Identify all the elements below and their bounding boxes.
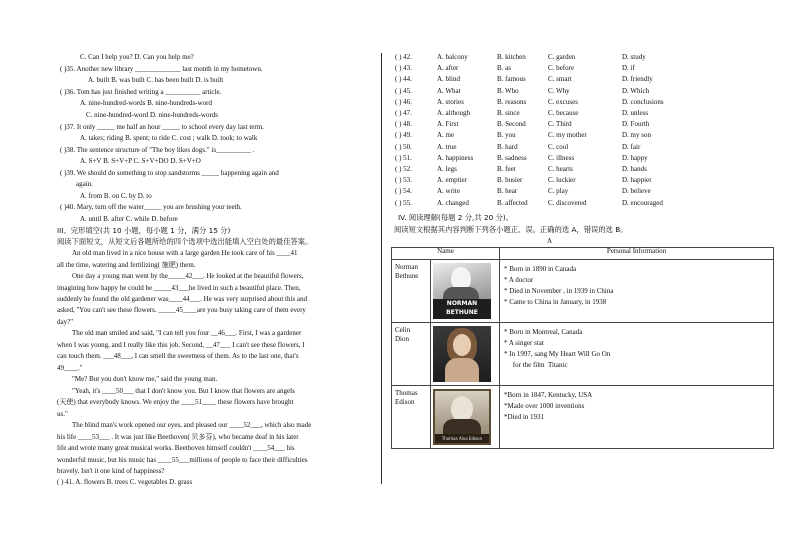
option-b: B. kitchen <box>497 53 526 61</box>
option-c: C. my mother <box>548 131 587 140</box>
option-b: B. hard <box>497 142 518 151</box>
option-c: C. play <box>548 187 569 196</box>
q34-options: C. Can I help you? D. Can you help me? <box>80 53 194 61</box>
info-line: * Died in November , in 1939 in China <box>504 286 614 295</box>
table-header-row <box>392 248 774 260</box>
info-line: *Made over 1000 inventions <box>504 401 585 410</box>
info-line: *Died in 1931 <box>504 412 545 421</box>
q38-stem: ( )38. The sentence structure of "The boy likes dogs." is__________ . <box>60 146 255 154</box>
option-d: D. Fourth <box>622 120 650 129</box>
option-b: B. reasons <box>497 97 527 106</box>
option-a: A. although <box>437 109 471 117</box>
option-c: C. smart <box>548 75 572 84</box>
passage-line: asked, "You can't see these flowers. _____45____are you busy taking care of them every <box>57 306 306 314</box>
q39-options: A. from B. on C. by D. to <box>80 192 152 200</box>
option-d: D. hands <box>622 165 647 173</box>
question-number: ( ) 42. <box>395 53 412 61</box>
option-c: C. garden <box>548 53 576 61</box>
header-name: Name <box>392 248 500 260</box>
q35-stem: ( )35. Another new library _____________ last month in my hometown. <box>60 65 263 73</box>
passage-line: us." <box>57 410 68 418</box>
info-line: *Born in 1847, Kentucky, USA <box>504 391 593 399</box>
option-a: A. stories <box>437 97 464 106</box>
photo-cell <box>431 323 500 386</box>
personal-info-table <box>391 247 774 449</box>
info-line: * In 1997, sang My Heart Will Go On <box>504 349 611 358</box>
question-number: ( ) 45. <box>395 86 412 95</box>
option-b: B. affected <box>497 198 528 207</box>
info-line: * A doctor <box>504 275 534 284</box>
q36-options-ab: A. nine-hundred-words B. nine-hundreds-word <box>80 99 212 107</box>
q35-options: A. built B. was built C. has been built D. is built <box>88 76 224 84</box>
passage-line: 49____." <box>57 364 83 372</box>
passage-line: suddenly he found the old gardener was____44___. He was very surprised about this and <box>57 295 308 303</box>
photo-caption: Thomas Alva Edison <box>435 434 489 443</box>
passage-line: his life ____53___ . It was just like Beethoven( 贝多芬), who became deaf in his later <box>57 433 299 441</box>
name-last: Dion <box>395 334 409 343</box>
option-b: B. Who <box>497 86 519 95</box>
caption-line: NORMAN <box>446 300 478 307</box>
question-number: ( ) 49. <box>395 131 412 140</box>
photo-caption <box>433 299 491 319</box>
bethune-photo <box>433 263 491 319</box>
question-number: ( ) 51. <box>395 153 412 162</box>
q37-options: A. takes; riding B. spent; to ride C. cost ; walk D. took; to walk <box>80 134 258 142</box>
option-d: D. conclusions <box>622 97 664 106</box>
option-c: C. Third <box>548 120 572 129</box>
passage-line: "Yeah, it's ____50___ that I don't know you. But I know that flowers are angels <box>72 387 295 395</box>
info-line: * Came to China in January, in 1938 <box>504 297 607 306</box>
option-a: A. First <box>437 120 459 129</box>
passage-a-label: A <box>547 237 553 245</box>
section-4-title: IV. 阅读理解(每题 2 分,共 20 分)。 <box>398 213 514 222</box>
option-d: D. happier <box>622 176 652 185</box>
info-line: * Born in 1890 in Canada <box>504 265 577 273</box>
name-first: Thomas <box>395 389 418 397</box>
name-cell <box>392 386 431 449</box>
option-c: C. because <box>548 109 579 117</box>
name-first: Norman <box>395 263 418 271</box>
option-c: C. luckier <box>548 176 576 185</box>
passage-line: One day a young man went by the_____42___. He looked at the beautiful flowers, <box>72 272 304 280</box>
q40-options: A. until B. after C. while D. before <box>80 215 178 223</box>
option-a: A. balcony <box>437 53 468 61</box>
option-c: C. excuses <box>548 97 578 106</box>
option-a: A. emptier <box>437 176 467 185</box>
shoulder-shape <box>445 358 479 382</box>
section-3-title: III、完形填空(共 10 小题，每小题 1 分，满分 15 分) <box>57 226 231 235</box>
table-row <box>392 260 774 323</box>
option-a: A. happiness <box>437 153 474 162</box>
option-a: A. blind <box>437 75 460 84</box>
name-last: Edison <box>395 397 415 406</box>
info-line: * A singer star <box>504 338 545 347</box>
info-cell <box>500 386 774 449</box>
option-d: D. fair <box>622 142 641 151</box>
option-b: B. hear <box>497 187 518 196</box>
option-d: D. happy <box>622 153 648 162</box>
option-d: D. encouraged <box>622 198 663 207</box>
q41-options: ( ) 41. A. flowers B. trees C. vegetables D. grass <box>57 478 193 486</box>
option-d: D. if <box>622 64 635 73</box>
passage-line: when I was young, and I really like this job. Second, __47___ I can't see these flowers, I <box>57 341 305 349</box>
caption-line: BETHUNE <box>446 309 478 316</box>
option-a: A. after <box>437 64 459 73</box>
option-b: B. feet <box>497 165 516 173</box>
section-3-instructions: 阅读下面短文，从短文后各题所给的四个选项中选出能填入空白处的最佳答案。 <box>57 237 313 246</box>
option-d: D. study <box>622 53 646 61</box>
option-a: A. write <box>437 187 460 196</box>
header-personal-information: Personal Information <box>500 248 774 260</box>
option-a: A. What <box>437 86 461 95</box>
question-number: ( ) 53. <box>395 176 412 185</box>
option-d: D. my son <box>622 131 651 140</box>
info-line: * Born in Montreal, Canada <box>504 328 583 336</box>
photo-cell <box>431 386 500 449</box>
option-b: B. sadness <box>497 153 527 162</box>
passage-line: day?" <box>57 318 74 326</box>
option-c: C. cool <box>548 142 569 151</box>
option-a: A. legs <box>437 165 457 173</box>
question-number: ( ) 54. <box>395 187 412 196</box>
option-d: D. friendly <box>622 75 653 84</box>
passage-line: all the time, watering and fertilizing( 施肥) them. <box>57 261 196 269</box>
option-c: C. hearts <box>548 165 573 173</box>
info-cell <box>500 323 774 386</box>
table-row <box>392 386 774 449</box>
photo-cell <box>431 260 500 323</box>
q40-stem: ( )40. Mary, turn off the water_____ you are brushing your teeth. <box>60 203 242 211</box>
section-4-instructions: 阅读短文根据其内容判断下列各小题正、误。正确的选 A，错误的选 B。 <box>394 225 628 234</box>
name-last: Bethune <box>395 271 419 280</box>
option-a: A. me <box>437 131 455 140</box>
passage-line: The old man smiled and said, "I can tell you four __46___. First, I was a gardener <box>72 329 302 337</box>
dion-photo <box>433 326 491 382</box>
q39-stem-continued: again. <box>76 180 93 188</box>
face-shape <box>453 334 471 356</box>
option-c: C. before <box>548 64 575 73</box>
option-d: D. unless <box>622 109 649 117</box>
q36-stem: ( )36. Tom has just finished writing a __________ article. <box>60 88 222 96</box>
option-a: A. changed <box>437 198 469 207</box>
question-number: ( ) 50. <box>395 142 412 151</box>
question-number: ( ) 44. <box>395 75 412 84</box>
passage-line: imagining how happy he could be _____43___he lived in such a beautiful place. Then, <box>57 284 301 292</box>
q36-options-cd: C. nine-hundred-word D. nine-hundreds-words <box>86 111 218 119</box>
passage-line: An old man lived in a nice house with a large garden He took care of his ____41 <box>72 249 298 257</box>
option-b: B. famous <box>497 75 526 84</box>
edison-photo <box>433 389 491 445</box>
option-d: D. believe <box>622 187 651 196</box>
name-cell <box>392 323 431 386</box>
question-number: ( ) 55. <box>395 198 412 207</box>
passage-line: (天使) that everybody knows. We enjoy the ____51____ these flowers have brought <box>57 398 294 406</box>
question-number: ( ) 43. <box>395 64 412 73</box>
passage-line: life and wrote many great musical works. Beethoven himself couldn't ____54___ his <box>57 444 295 452</box>
option-a: A. true <box>437 142 457 151</box>
passage-line: bravely. Isn't it one kind of happiness? <box>57 467 165 475</box>
name-first: Celin <box>395 326 411 334</box>
q38-options: A. S+V B. S+V+P C. S+V+DO D. S+V+O <box>80 157 201 165</box>
shoulder-shape <box>443 419 481 435</box>
option-d: D. Which <box>622 86 650 95</box>
option-b: B. Second <box>497 120 526 129</box>
q39-stem: ( )39. We should do something to stop sandstorms _____ happening again and <box>60 169 279 177</box>
passage-line: The blind man's work opened our eyes, and pleased our ____52___, which also made <box>72 421 312 429</box>
option-c: C. discovered <box>548 198 587 207</box>
q37-stem: ( )37. It only _____ me half an hour _____ to school every day last term. <box>60 123 264 131</box>
option-c: C. illness <box>548 153 575 162</box>
option-b: B. busier <box>497 176 523 185</box>
passage-line: can touch them. ___48___, I can smell the sweetness of them. As to the last one, that's <box>57 352 299 360</box>
table-row <box>392 323 774 386</box>
option-b: B. you <box>497 131 516 140</box>
option-c: C. Why <box>548 86 570 95</box>
passage-line: wonderful music, but his music has ____55___millions of people to face their difficulties <box>57 456 308 464</box>
question-number: ( ) 48. <box>395 120 412 129</box>
column-divider <box>381 53 382 484</box>
info-cell <box>500 260 774 323</box>
question-number: ( ) 46. <box>395 97 412 106</box>
question-number: ( ) 47. <box>395 109 412 117</box>
passage-line: "Me? But you don't know me," said the young man. <box>72 375 218 383</box>
info-line: for the film Titanic <box>504 360 568 369</box>
option-b: B. since <box>497 109 520 117</box>
name-cell <box>392 260 431 323</box>
question-number: ( ) 52. <box>395 165 412 173</box>
option-b: B. as <box>497 64 511 73</box>
